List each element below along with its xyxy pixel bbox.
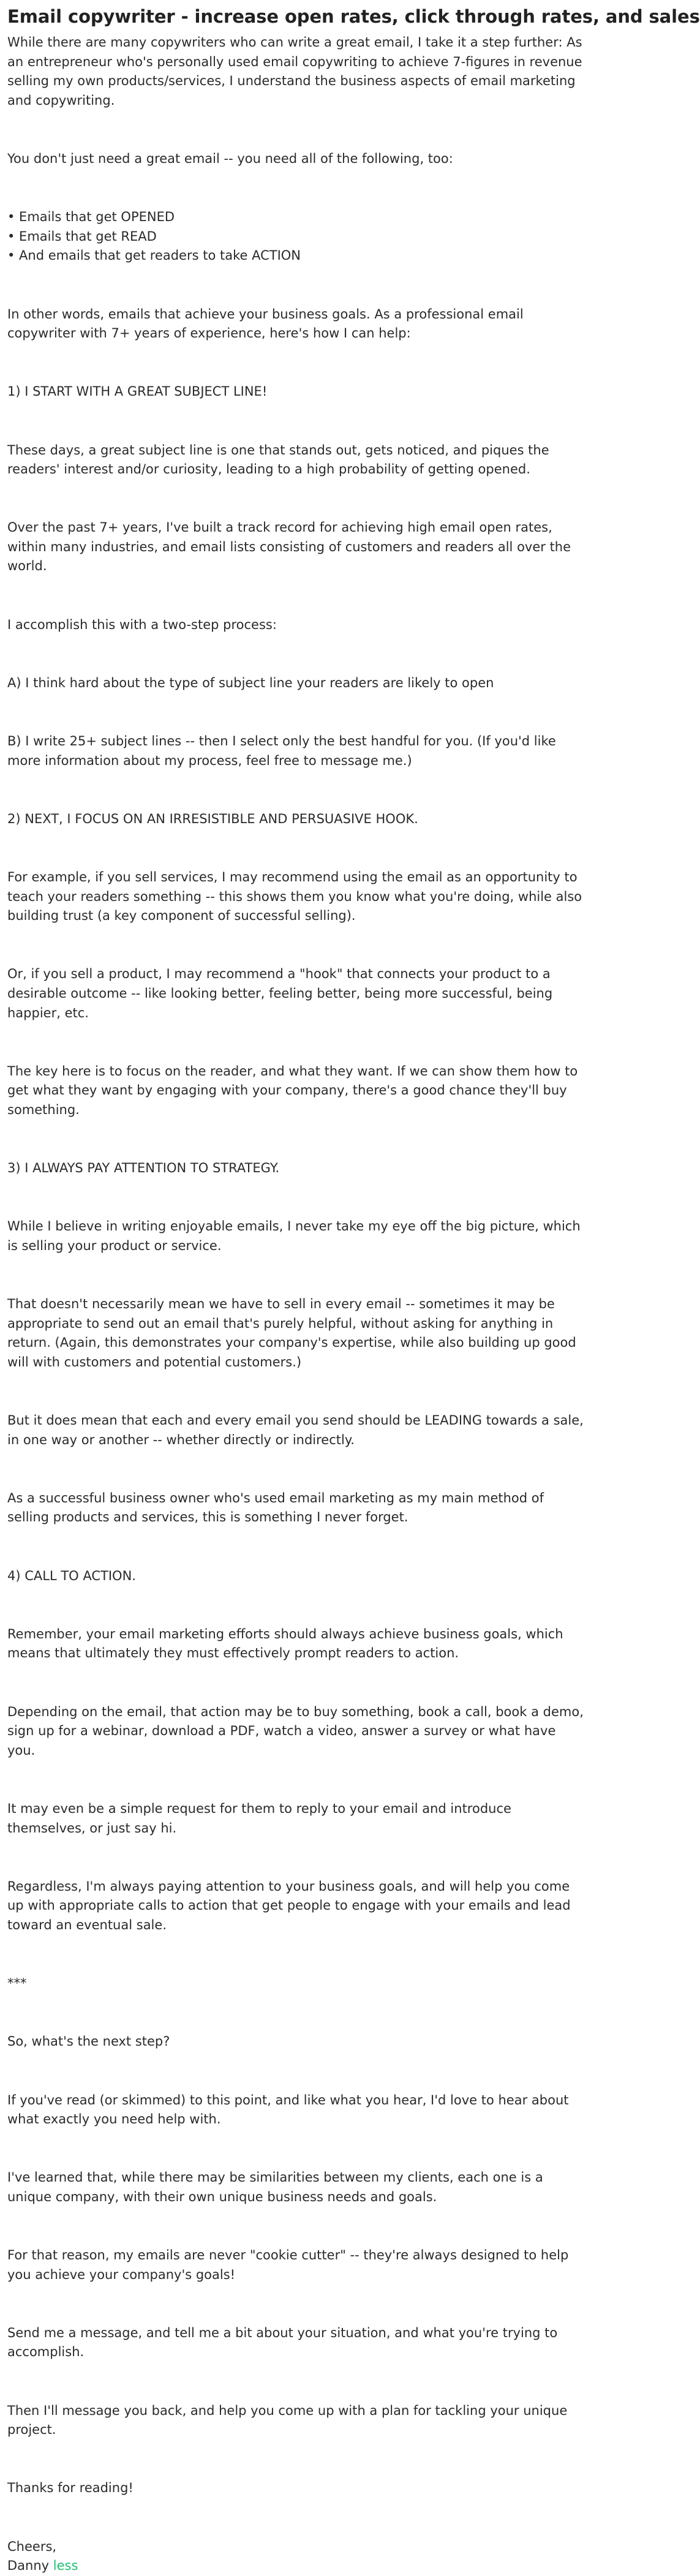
description-paragraph: • Emails that get READ [7, 228, 157, 244]
description-paragraph: For example, if you sell services, I may recommend using the email as an opportunity to teach your readers something -- this shows them you know what you're doing, while also building trust (a key component of successful selling). [7, 870, 582, 924]
description-paragraph: The key here is to focus on the reader, and what they want. If we can show them how to get what they want by engaging with your company, there's a good chance they'll buy something. [7, 1063, 578, 1117]
paragraph-spacer [7, 276, 587, 295]
paragraph-spacer [7, 1459, 587, 1479]
description-paragraph: It may even be a simple request for them to reply to your email and introduce themselves, or just say hi. [7, 1801, 511, 1836]
paragraph-spacer [7, 1266, 587, 1286]
paragraph-spacer [7, 2139, 587, 2159]
description-paragraph: As a successful business owner who's used email marketing as my main method of selling products and services, this is something I never forget. [7, 1490, 544, 1525]
description-paragraph: • And emails that get readers to take ACTION [7, 248, 301, 263]
description-paragraph: If you've read (or skimmed) to this point, and like what you hear, I'd love to hear about what exactly you need help with. [7, 2092, 569, 2127]
description-paragraph: Send me a message, and tell me a bit about your situation, and what you're trying to accomplish. [7, 2325, 558, 2360]
description-paragraph: Remember, your email marketing efforts should always achieve business goals, which means that ultimately they must effectively prompt readers to action. [7, 1626, 563, 1661]
paragraph-spacer [7, 179, 587, 198]
paragraph-spacer [7, 1537, 587, 1557]
description-paragraph: These days, a great subject line is one that stands out, gets noticed, and piques the readers' interest and/or curiosity, leading to a high probability of getting opened. [7, 442, 549, 477]
description-paragraph: Over the past 7+ years, I've built a track record for achieving high email open rates, within many industries, and email lists consisting of customers and readers all over the world. [7, 520, 571, 574]
paragraph-spacer [7, 412, 587, 431]
paragraph-spacer [7, 1382, 587, 1401]
paragraph-spacer [7, 2062, 587, 2081]
description-paragraph: I accomplish this with a two-step process: [7, 617, 277, 632]
description-paragraph: B) I write 25+ subject lines -- then I select only the best handful for you. (If you'd like more information about my process, feel free to message me.) [7, 734, 556, 768]
paragraph-spacer [7, 702, 587, 722]
paragraph-spacer [7, 1188, 587, 1208]
description-paragraph: Regardless, I'm always paying attention to your business goals, and will help you come up with appropriate calls to action that get people to engage with your emails and lead toward an eventual sale. [7, 1878, 571, 1932]
description-paragraph: 3) I ALWAYS PAY ATTENTION TO STRATEGY. [7, 1161, 280, 1176]
description-paragraph: Or, if you sell a product, I may recommend a "hook" that connects your product to a desirable outcome -- like looking better, feeling better, being more successful, being happier, etc. [7, 966, 553, 1020]
description-paragraph: • Emails that get OPENED [7, 209, 175, 225]
description-paragraph: I've learned that, while there may be similarities between my clients, each one is a unique company, with their own unique business needs and goals. [7, 2170, 543, 2204]
paragraph-spacer [7, 2003, 587, 2023]
signature-line [7, 2556, 587, 2576]
show-less-link[interactable]: less [53, 2558, 78, 2574]
description-body [7, 33, 587, 2556]
description-paragraph: In other words, emails that achieve your business goals. As a professional email copywriter with 7+ years of experience, here's how I can help: [7, 306, 524, 341]
paragraph-spacer [7, 1945, 587, 1965]
page-title: Email copywriter - increase open rates, click through rates, and sales [7, 6, 700, 27]
paragraph-spacer [7, 1673, 587, 1693]
paragraph-spacer [7, 1130, 587, 1150]
paragraph-spacer [7, 1848, 587, 1867]
description-paragraph: *** [7, 1976, 27, 1991]
paragraph-spacer [7, 353, 587, 373]
description-paragraph: Thanks for reading! [7, 2480, 134, 2496]
paragraph-spacer [7, 489, 587, 509]
description-paragraph: Then I'll message you back, and help you come up with a plan for tackling your unique project. [7, 2403, 568, 2438]
description-paragraph: Depending on the email, that action may be to buy something, book a call, book a demo, sign up for a webinar, download a PDF, watch a video, answer a survey or what have you. [7, 1704, 584, 1758]
description-paragraph: For that reason, my emails are never "cookie cutter" -- they're always designed to help you achieve your company's goals! [7, 2248, 569, 2282]
paragraph-spacer [7, 780, 587, 800]
description-paragraph: But it does mean that each and every email you send should be LEADING towards a sale, in one way or another -- whether directly or indirectly. [7, 1413, 584, 1447]
description-paragraph: 1) I START WITH A GREAT SUBJECT LINE! [7, 384, 268, 399]
description-paragraph: While there are many copywriters who can write a great email, I take it a step further: As an entrepreneur who's personally used email copywriting to achieve 7-figures in revenue selling my own products/services, I understand the business aspects of email marketing and copywriting. [7, 35, 582, 108]
paragraph-spacer [7, 1770, 587, 1790]
paragraph-spacer [7, 2450, 587, 2469]
paragraph-spacer [7, 838, 587, 858]
description-paragraph: 4) CALL TO ACTION. [7, 1568, 136, 1583]
paragraph-spacer [7, 2216, 587, 2236]
description-paragraph: A) I think hard about the type of subject line your readers are likely to open [7, 675, 494, 690]
paragraph-spacer [7, 936, 587, 955]
paragraph-spacer [7, 120, 587, 140]
paragraph-spacer [7, 1595, 587, 1615]
paragraph-spacer [7, 1033, 587, 1052]
description-paragraph: You don't just need a great email -- you need all of the following, too: [7, 151, 453, 166]
signature-name: Danny [7, 2558, 50, 2574]
paragraph-spacer [7, 2294, 587, 2314]
description-paragraph: 2) NEXT, I FOCUS ON AN IRRESISTIBLE AND PERSUASIVE HOOK. [7, 811, 418, 826]
description-paragraph: Cheers, [7, 2539, 57, 2554]
paragraph-spacer [7, 586, 587, 606]
description-paragraph: That doesn't necessarily mean we have to sell in every email -- sometimes it may be appropriate to send out an email that's purely helpful, without asking for anything in return. (Again, this demonstrates your company's expertise, while also building up good will with customers and potential customers.) [7, 1297, 576, 1369]
paragraph-spacer [7, 2372, 587, 2392]
paragraph-spacer [7, 2508, 587, 2528]
description-paragraph: While I believe in writing enjoyable emails, I never take my eye off the big picture, which is selling your product or service. [7, 1219, 581, 1253]
paragraph-spacer [7, 644, 587, 664]
description-paragraph: So, what's the next step? [7, 2034, 170, 2049]
